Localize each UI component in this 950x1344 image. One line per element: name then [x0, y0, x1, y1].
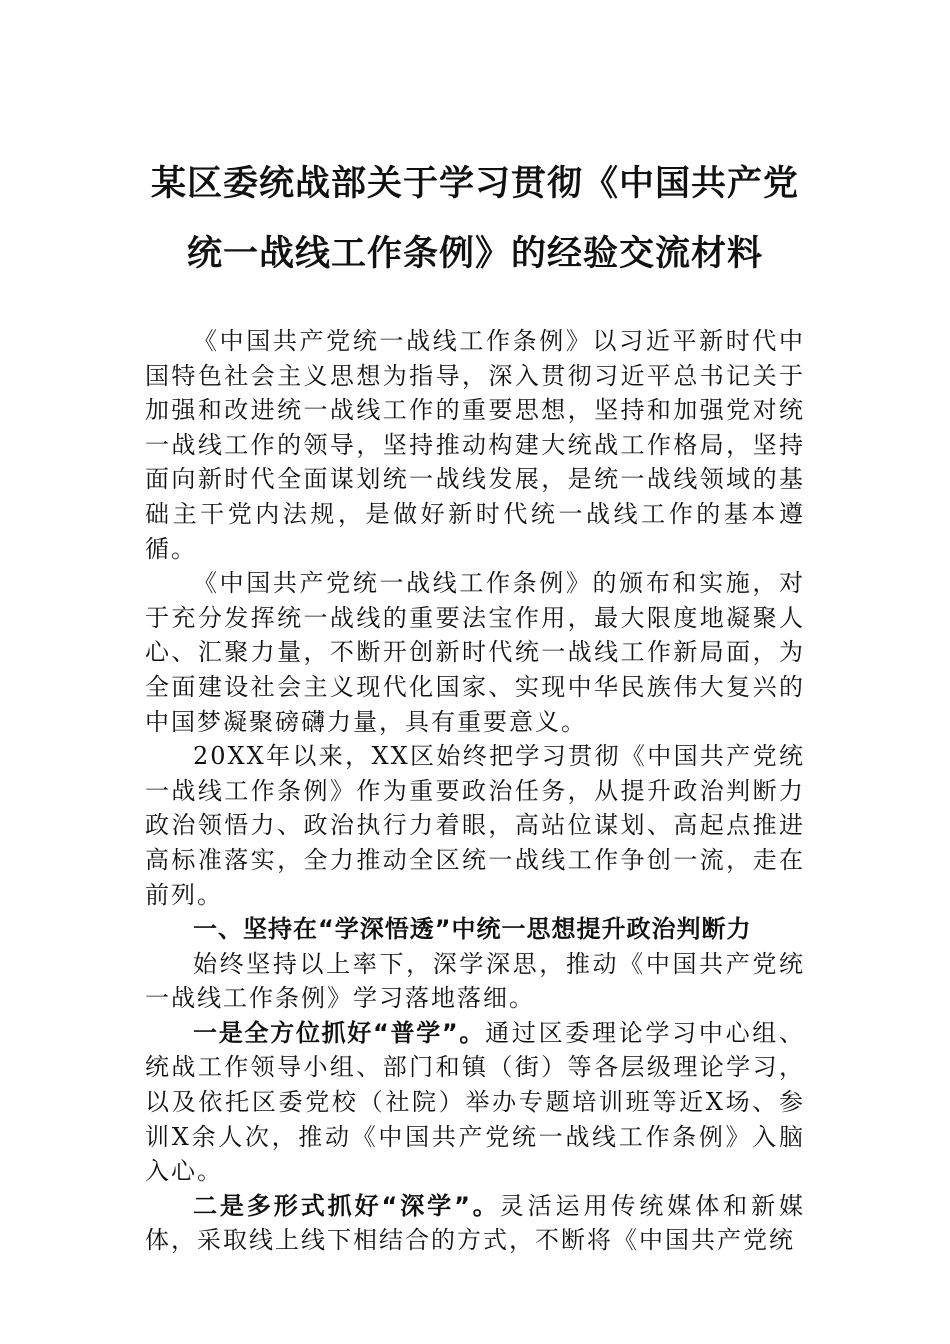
- paragraph-5: [145, 1016, 805, 1189]
- document-body: [145, 324, 805, 1258]
- document-title-line-2: 统一战线工作条例》的经验交流材料: [186, 233, 763, 274]
- paragraph-1: 《中国共产党统一战线工作条例》以习近平新时代中国特色社会主义思想为指导，深入贯彻习近平总书记关于加强和改进统一战线工作的重要思想，坚持和加强党对统一战线工作的领导，坚持推动构建大统战工作格局，坚持面向新时代全面谋划统一战线发展，是统一战线领域的基础主干党内法规，是做好新时代统一战线工作的基本遵循。: [145, 327, 805, 563]
- paragraph-5-lead: 一是全方位抓好“普学”。: [193, 1018, 486, 1047]
- paragraph-4: 始终坚持以上率下，深学深思，推动《中国共产党统一战线工作条例》学习落地落细。: [145, 949, 805, 1013]
- paragraph-6-body: 灵活运用传统媒体和新媒体，采取线上线下相结合的方式，不断将《中国共产党统: [145, 1191, 805, 1255]
- paragraph-5-body: 通过区委理论学习中心组、统战工作领导小组、部门和镇（街）等各层级理论学习，以及依托区委党校（社院）举办专题培训班等近X场、参训X余人次，推动《中国共产党统一战线工作条例》入脑入心。: [145, 1018, 806, 1186]
- paragraph-6: [145, 1189, 805, 1258]
- document-title-line-1: 某区委统战部关于学习贯彻《中国共产党: [150, 163, 799, 204]
- paragraph-2: 《中国共产党统一战线工作条例》的颁布和实施，对于充分发挥统一战线的重要法宝作用，最大限度地凝聚人心、汇聚力量，不断开创新时代统一战线工作新局面，为全面建设社会主义现代化国家、实现中华民族伟大复兴的中国梦凝聚磅礴力量，具有重要意义。: [145, 569, 805, 736]
- paragraph-6-lead: 二是多形式抓好“深学”。: [193, 1191, 500, 1220]
- paragraph-3: 20XX年以来，XX区始终把学习贯彻《中国共产党统一战线工作条例》作为重要政治任务，从提升政治判断力政治领悟力、政治执行力着眼，高站位谋划、高起点推进高标准落实，全力推动全区统一战线工作争创一流，走在前列。: [145, 742, 805, 909]
- section-heading-1: 一、坚持在“学深悟透”中统一思想提升政治判断力: [193, 915, 752, 944]
